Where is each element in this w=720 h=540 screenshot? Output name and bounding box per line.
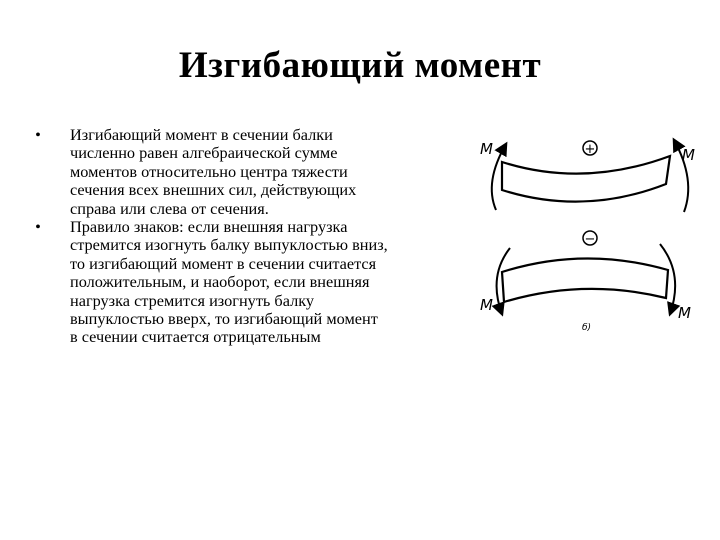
moment-label-right-bottom: M bbox=[678, 304, 691, 322]
bullet-line: сечения всех внешних сил, действующих bbox=[70, 180, 357, 200]
slide-title: Изгибающий момент bbox=[178, 45, 542, 86]
bullet-line: то изгибающий момент в сечении считается bbox=[70, 253, 377, 273]
moment-label-left-bottom: M bbox=[480, 296, 493, 314]
bullet-list bbox=[30, 126, 470, 347]
figure-label-b: б) bbox=[582, 323, 592, 333]
bullet-line: стремится изогнуть балку выпуклостью вниз, bbox=[70, 235, 388, 255]
plus-sign: + bbox=[584, 142, 596, 157]
moment-label-left-top: M bbox=[480, 140, 493, 158]
bullet-item-definition bbox=[30, 126, 470, 218]
bullet-line: выпуклостью вверх, то изгибающий момент bbox=[70, 309, 378, 329]
bullet-line: Правило знаков: если внешняя нагрузка bbox=[70, 217, 348, 237]
bullet-item-sign-rule bbox=[30, 218, 470, 347]
bullet-line: справа или слева от сечения. bbox=[70, 198, 269, 218]
left-moment-arrow-top bbox=[492, 144, 506, 210]
moment-label-right-top: M bbox=[682, 146, 695, 164]
minus-sign-icon bbox=[583, 231, 597, 247]
bullet-dot: • bbox=[35, 217, 41, 237]
bullet-line: в сечении считается отрицательным bbox=[70, 327, 321, 347]
negative-beam bbox=[502, 258, 668, 302]
beam-bending-figure bbox=[474, 126, 710, 346]
bullet-dot: • bbox=[35, 125, 41, 144]
plus-sign-icon bbox=[583, 141, 597, 157]
minus-sign: − bbox=[584, 232, 596, 247]
positive-beam bbox=[502, 156, 670, 202]
bullet-line: моментов относительно центра тяжести bbox=[70, 161, 348, 181]
bullet-line: положительным, и наоборот, если внешняя bbox=[70, 272, 370, 292]
bullet-line: нагрузка стремится изогнуть балку bbox=[70, 290, 315, 310]
bullet-line: Изгибающий момент в сечении балки bbox=[70, 125, 333, 144]
bullet-line: численно равен алгебраической сумме bbox=[70, 143, 338, 163]
